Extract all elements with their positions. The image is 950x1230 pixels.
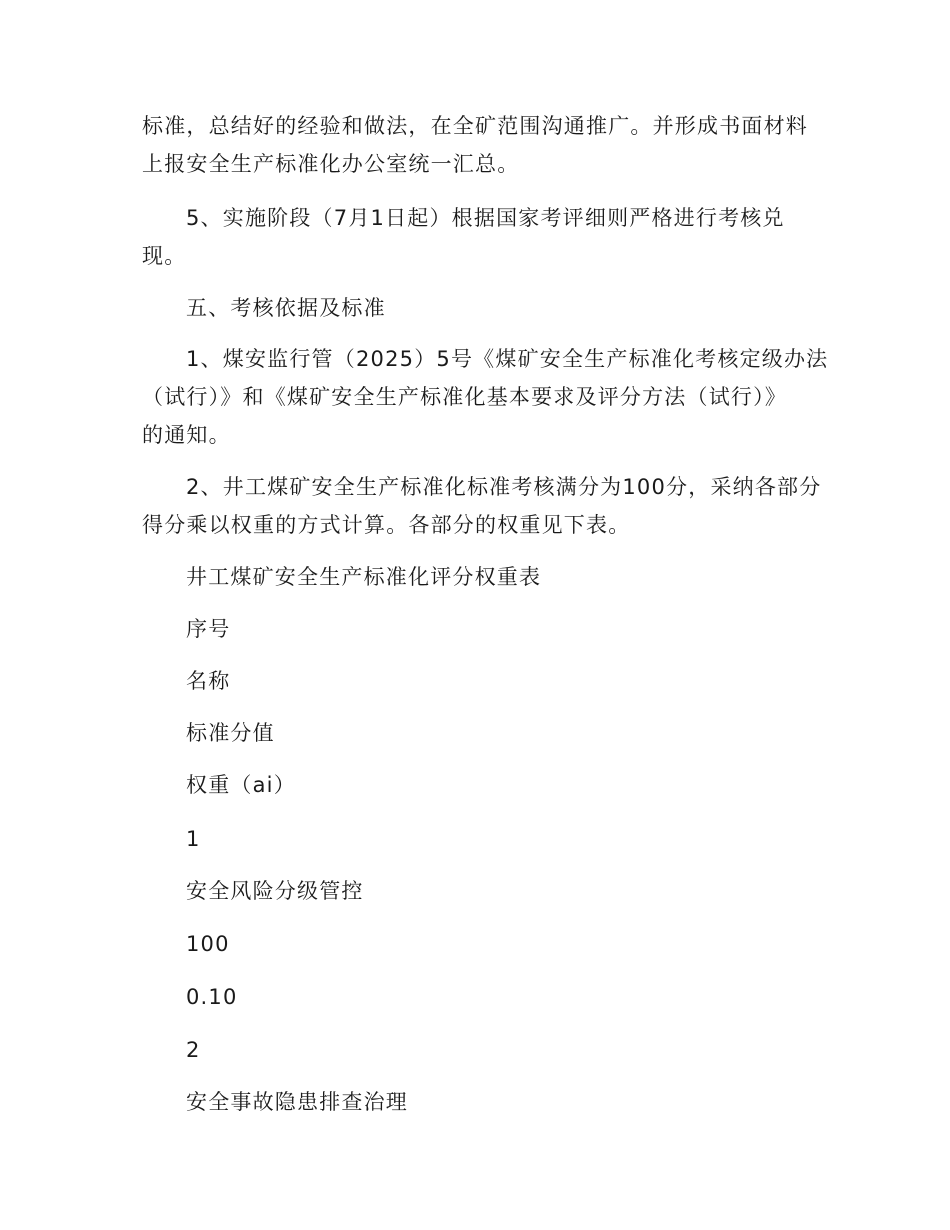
table-cell: 100 [186,932,230,956]
table-title: 井工煤矿安全生产标准化评分权重表 [186,565,542,589]
table-header-cell: 名称 [186,669,231,693]
paragraph-line: 得分乘以权重的方式计算。各部分的权重见下表。 [142,513,631,537]
paragraph-line: 2、井工煤矿安全生产标准化标准考核满分为100分，采纳各部分 [186,475,822,499]
paragraph-line: 上报安全生产标准化办公室统一汇总。 [142,152,520,176]
table-cell: 安全风险分级管控 [186,879,364,903]
table-cell: 2 [186,1038,201,1062]
paragraph-line: （试行）》和《煤矿安全生产标准化基本要求及评分方法（试行）》 [142,385,787,409]
paragraph-line: 1、煤安监行管（2025）5号《煤矿安全生产标准化考核定级办法 [186,347,829,371]
section-heading: 五、考核依据及标准 [186,296,386,320]
table-cell: 安全事故隐患排查治理 [186,1090,408,1114]
paragraph-line: 5、实施阶段（7月1日起）根据国家考评细则严格进行考核兑 [186,206,785,230]
table-cell: 1 [186,827,201,851]
paragraph-line: 现。 [142,244,187,268]
table-header-cell: 标准分值 [186,721,275,745]
table-header-cell: 权重（ai） [186,773,296,797]
table-header-cell: 序号 [186,617,231,641]
paragraph-line: 标准，总结好的经验和做法，在全矿范围沟通推广。并形成书面材料 [142,114,808,138]
table-cell: 0.10 [186,985,238,1009]
paragraph-line: 的通知。 [142,423,231,447]
